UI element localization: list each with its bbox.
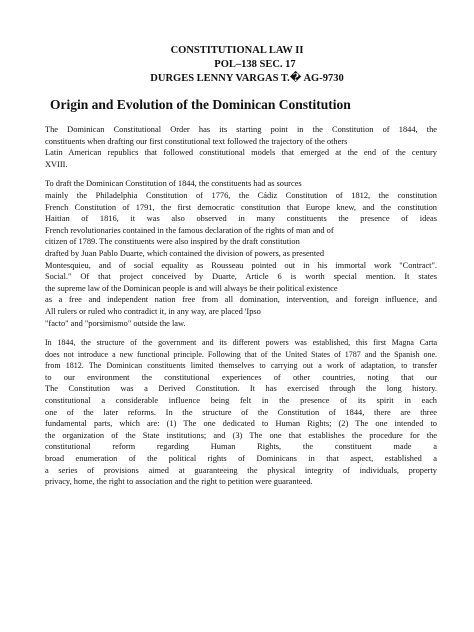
text-line: The Dominican Constitutional Order has its starting point in the Constitution of 1844, the [45, 125, 437, 134]
text-line: fundamental parts, which are: (1) The one dedicated to Human Rights; (2) The one intended to [45, 419, 437, 429]
text-line: drafted by Juan Pablo Duarte, which contained the division of powers, as presented [45, 248, 325, 258]
student-name: DURGES LENNY VARGAS T.� AG-9730 [150, 73, 344, 84]
text-line: the supreme law of the Dominican people is and will always be their political existence [45, 283, 338, 293]
text-line: The Constitution was a Derived Constitution. It has exercised through the long history. [45, 384, 437, 394]
text-line: All rulers or ruled who contradict it, in any way, are placed 'Ipso [45, 306, 261, 316]
text-line: Haitian of 1816, it was also observed in many constituents the presence of ideas [45, 214, 437, 224]
course-name: CONSTITUTIONAL LAW II [170, 45, 304, 56]
paragraph-2 [45, 178, 437, 329]
text-line: constitutional a considerable influence being felt in the presence of its spirit in each [45, 396, 437, 406]
text-line: constituents when drafting our first constitutional text followed the trajectory of the others [45, 136, 348, 146]
text-line: In 1844, the structure of the government and its different powers was established, this first Magna Carta [45, 338, 437, 348]
document-title: Origin and Evolution of the Dominican Constitution [50, 97, 351, 112]
text-line: as a free and independent nation free from all domination, intervention, and foreign influence, and [45, 295, 437, 305]
text-line: mainly the Philadelphia Constitution of 1776, the Cádiz Constitution of 1812, the constitution [45, 190, 437, 200]
document-body [45, 124, 437, 496]
text-line: citizen of 1789. The constituents were also inspired by the draft constitution [45, 237, 300, 247]
paragraph-1 [45, 124, 437, 170]
text-line: "facto" and "porsimismo" outside the law. [45, 318, 186, 328]
text-line: French revolutionaries contained in the famous declaration of the rights of man and of [45, 225, 334, 235]
paragraph-3 [45, 337, 437, 488]
text-line: Montesquieu, and of social equality as Rousseau pointed out in his immortal work "Contract". [45, 260, 437, 270]
text-line: constitutional reform regarding Human Rights, the constituent made a [45, 442, 437, 452]
text-line: does not introduce a new functional principle. Following that of the United States of 1787 and the Spanish one. [45, 349, 437, 359]
text-line: Social." Of that project conceived by Duarte, Article 6 is worth special mention. It states [45, 272, 437, 282]
text-line: Latin American republics that followed constitutional models that emerged at the end of the century [45, 148, 437, 158]
text-line: to our environment the constitutional experiences of other countries, noting that our [45, 372, 437, 382]
text-line: broad enumeration of the political rights of Dominicans in that aspect, established a [45, 454, 437, 464]
text-line: from 1812. The Dominican constituents limited themselves to carrying out a work of adaptation, to transfer [45, 361, 437, 371]
text-line: privacy, home, the right to association and the right to petition were guaranteed. [45, 477, 313, 487]
text-line: To draft the Dominican Constitution of 1844, the constituents had as sources [45, 179, 302, 189]
text-line: the organization of the State institutions; and (3) The one that establishes the procedure for the [45, 430, 437, 440]
text-line: XVIII. [45, 159, 68, 169]
text-line: French Constitution of 1791, the first democratic constitution that Europe knew, and the constitution [45, 202, 437, 212]
text-line: one of the later reforms. In the structure of the Constitution of 1844, there are three [45, 407, 437, 417]
document-header [0, 44, 474, 86]
course-section: POL–138 SEC. 17 [214, 59, 296, 70]
text-line: a series of provisions aimed at guaranteeing the physical integrity of individuals, property [45, 465, 437, 475]
